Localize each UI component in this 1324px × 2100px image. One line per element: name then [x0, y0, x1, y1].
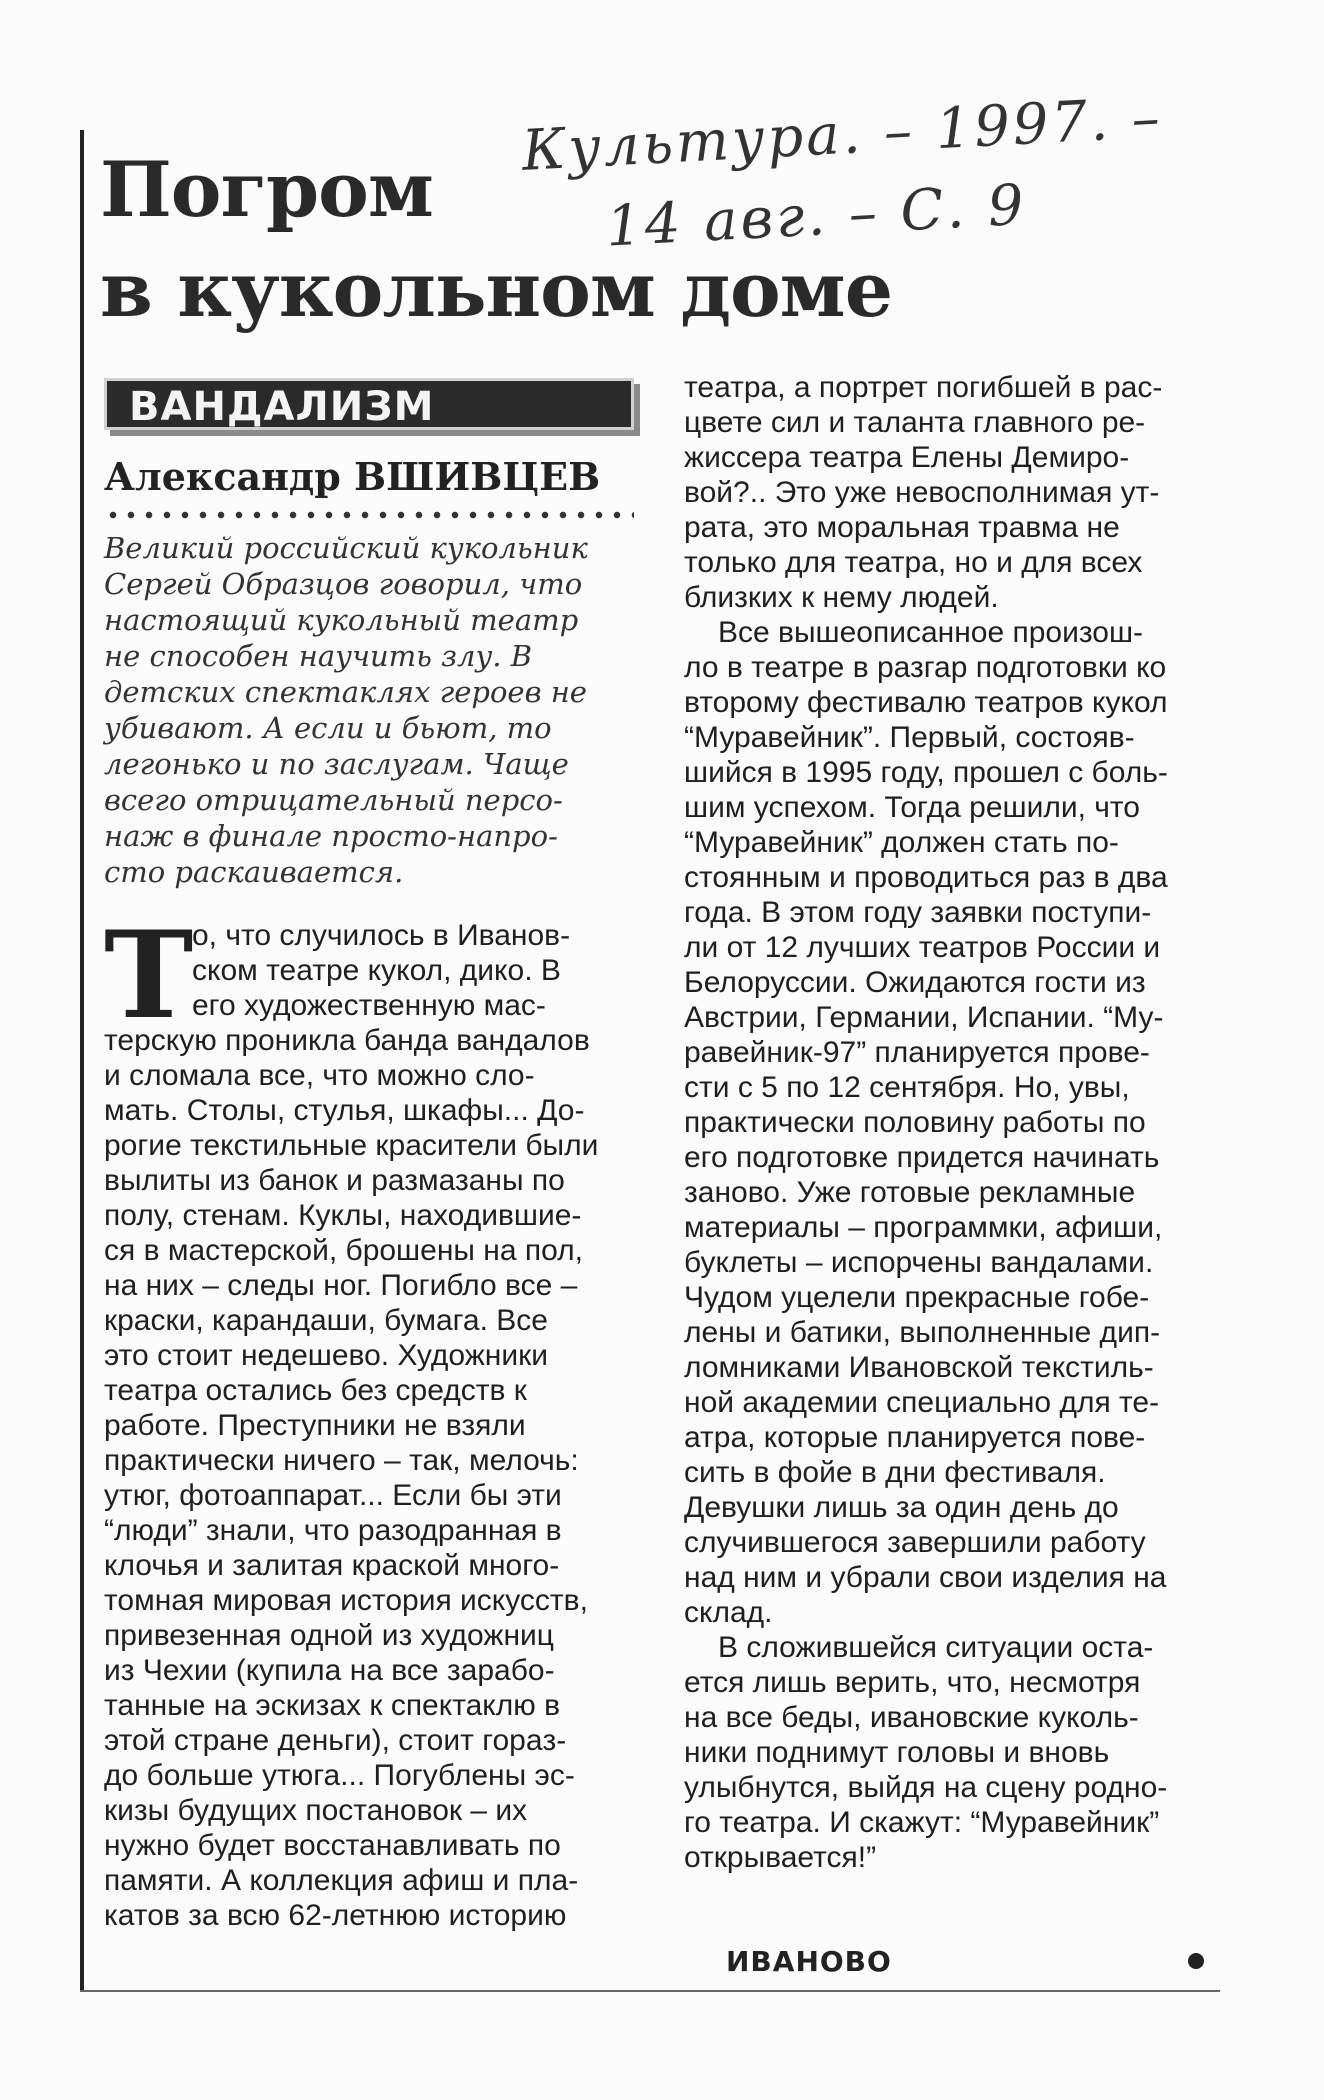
body-line: сить в фойе в дни фестиваля.: [684, 1456, 1106, 1489]
body-line: вылиты из банок и размазаны по: [104, 1164, 565, 1197]
body-column-right: [684, 370, 1224, 1875]
body-line: танные на эскизах к спектаклю в: [104, 1689, 561, 1722]
body-line: этой стране деньги), стоит горaз-: [104, 1724, 567, 1757]
body-line: ники поднимут головы и вновь: [684, 1736, 1110, 1769]
lead-line: убивают. А если и бьют, то: [104, 711, 552, 745]
rubric-label: ВАНДАЛИЗМ: [104, 378, 634, 430]
body-line: второму фестивалю театров кукол: [684, 686, 1168, 719]
body-line: шийся в 1995 году, прошел с боль-: [684, 756, 1168, 789]
body-line: вой?.. Это уже невосполнимая ут-: [684, 476, 1160, 509]
body-line: буклеты – испорчены вандалами.: [684, 1246, 1154, 1279]
left-column-rule: [80, 130, 84, 1990]
bottom-rule: [80, 1990, 1220, 1992]
body-line: привезенная одной из художниц: [104, 1619, 554, 1652]
body-line: шим успехом. Тогда решили, что: [684, 791, 1140, 824]
body-line: над ним и убрали свои изделия на: [684, 1561, 1167, 1594]
body-line: “Муравейник”. Первый, состояв-: [684, 721, 1135, 754]
handwritten-line-1: Культура. – 1997. –: [520, 85, 1165, 184]
body-line: практически ничего – так, мелочь:: [104, 1444, 579, 1477]
body-column-left: [104, 905, 644, 1933]
body-line: о, что случилось в Иванов-: [192, 919, 571, 952]
body-line: стоянным и проводиться раз в два: [684, 861, 1168, 894]
drop-cap: Т: [104, 905, 194, 1046]
lead-line: Великий российский кукольник: [104, 531, 588, 565]
body-line: это стоит недешево. Художники: [104, 1339, 548, 1372]
body-line: и сломала все, что можно сло-: [104, 1059, 535, 1092]
body-line: ломниками Ивановской текстиль-: [684, 1351, 1154, 1384]
body-line: на них – следы ног. Погибло все –: [104, 1269, 578, 1302]
body-line: катов за всю 62-летнюю историю: [104, 1899, 567, 1932]
body-line: его подготовке придется начинать: [684, 1141, 1160, 1174]
body-line: на все беды, ивановские куколь-: [684, 1701, 1139, 1734]
body-line: работе. Преступники не взяли: [104, 1409, 526, 1442]
end-mark-icon: [1188, 1953, 1204, 1969]
dotted-separator: [104, 508, 634, 522]
lead-line: Сергей Образцов говорил, что: [104, 567, 583, 601]
body-line: Девушки лишь за один день до: [684, 1491, 1119, 1524]
body-line: Все вышеописанное произош-: [718, 616, 1144, 649]
body-line: рогие текстильные красители были: [104, 1129, 599, 1162]
body-line: из Чехии (купила на все зарабо-: [104, 1654, 555, 1687]
body-line: “люди” знали, что разодранная в: [104, 1514, 562, 1547]
body-line: практически половину работы по: [684, 1106, 1146, 1139]
lead-line: настоящий кукольный театр: [104, 603, 579, 637]
headline-line-2: в кукольном доме: [100, 245, 893, 334]
body-line: его художественную мас-: [192, 989, 546, 1022]
handwritten-source-note: [520, 79, 1167, 272]
body-line: ной академии специально для те-: [684, 1386, 1160, 1419]
body-line: нужно будет восстанавливать по: [104, 1829, 561, 1862]
body-line: случившегося завершили работу: [684, 1526, 1146, 1559]
body-line: лены и батики, выполненные дип-: [684, 1316, 1161, 1349]
body-line: заново. Уже готовые рекламные: [684, 1176, 1136, 1209]
body-line: жиссера театра Елены Демиро-: [684, 441, 1130, 474]
body-line: краски, карандаши, бумага. Все: [104, 1304, 548, 1337]
body-line: томная мировая история искусств,: [104, 1584, 588, 1617]
lead-line: всего отрицательный персо-: [104, 783, 563, 817]
body-line: памяти. А коллекция афиш и пла-: [104, 1864, 579, 1897]
headline-line-1: Погром: [100, 145, 433, 234]
body-line: ли от 12 лучших театров России и: [684, 931, 1161, 964]
body-line: близких к нему людей.: [684, 581, 999, 614]
lead-line: детских спектаклях героев не: [104, 675, 587, 709]
body-line: улыбнутся, выйдя на сцену родно-: [684, 1771, 1168, 1804]
lead-line: наж в финале просто-напро-: [104, 819, 558, 853]
body-line: рата, это моральная травма не: [684, 511, 1120, 544]
body-line: мать. Столы, стулья, шкафы... До-: [104, 1094, 585, 1127]
body-line: Австрии, Германии, Испании. “Му-: [684, 1001, 1164, 1034]
body-line: сти с 5 по 12 сентября. Но, увы,: [684, 1071, 1130, 1104]
body-line: “Муравейник” должен стать по-: [684, 826, 1119, 859]
body-line: ло в театре в разгар подготовки ко: [684, 651, 1167, 684]
body-line: только для театра, но и для всех: [684, 546, 1143, 579]
body-line: открывается!”: [684, 1841, 877, 1874]
body-line: В сложившейся ситуации оста-: [718, 1631, 1154, 1664]
body-line: до больше утюга... Погублены эс-: [104, 1759, 575, 1792]
body-line: Белоруссии. Ожидаются гости из: [684, 966, 1146, 999]
body-line: атра, которые планируется пове-: [684, 1421, 1146, 1454]
body-line: терскую проникла банда вандалов: [104, 1024, 590, 1057]
body-line: равейник-97” планируется прове-: [684, 1036, 1150, 1069]
body-line: театра, а портрет погибшей в рас-: [684, 371, 1163, 404]
dateline-city: ИВАНОВО: [726, 1945, 892, 1978]
body-line: го театра. И скажут: “Муравейник”: [684, 1806, 1160, 1839]
body-line: утюг, фотоаппарат... Если бы эти: [104, 1479, 562, 1512]
body-line: театра остались без средств к: [104, 1374, 527, 1407]
body-line: клочья и залитая краской много-: [104, 1549, 560, 1582]
body-line: цвете сил и таланта главного ре-: [684, 406, 1146, 439]
body-line: ся в мастерской, брошены на пол,: [104, 1234, 583, 1267]
body-line: Чудом уцелели прекрасные гобе-: [684, 1281, 1150, 1314]
body-line: кизы будущих постановок – их: [104, 1794, 528, 1827]
body-line: полу, стенам. Куклы, находившие-: [104, 1199, 582, 1232]
lead-line: сто раскаивается.: [104, 855, 404, 889]
body-line: ется лишь верить, что, несмотря: [684, 1666, 1141, 1699]
lead-paragraph: [104, 530, 640, 890]
body-line: года. В этом году заявки поступи-: [684, 896, 1152, 929]
handwritten-line-2: 14 авг. – С. 9: [604, 172, 1029, 260]
body-line: материалы – программки, афиши,: [684, 1211, 1163, 1244]
lead-line: легонько и по заслугам. Чаще: [104, 747, 569, 781]
author-name: Александр ВШИВЦЕВ: [104, 454, 601, 499]
body-line: склад.: [684, 1596, 773, 1629]
lead-line: не способен научить злу. В: [104, 639, 533, 673]
body-line: ском театре кукол, дико. В: [192, 954, 561, 987]
